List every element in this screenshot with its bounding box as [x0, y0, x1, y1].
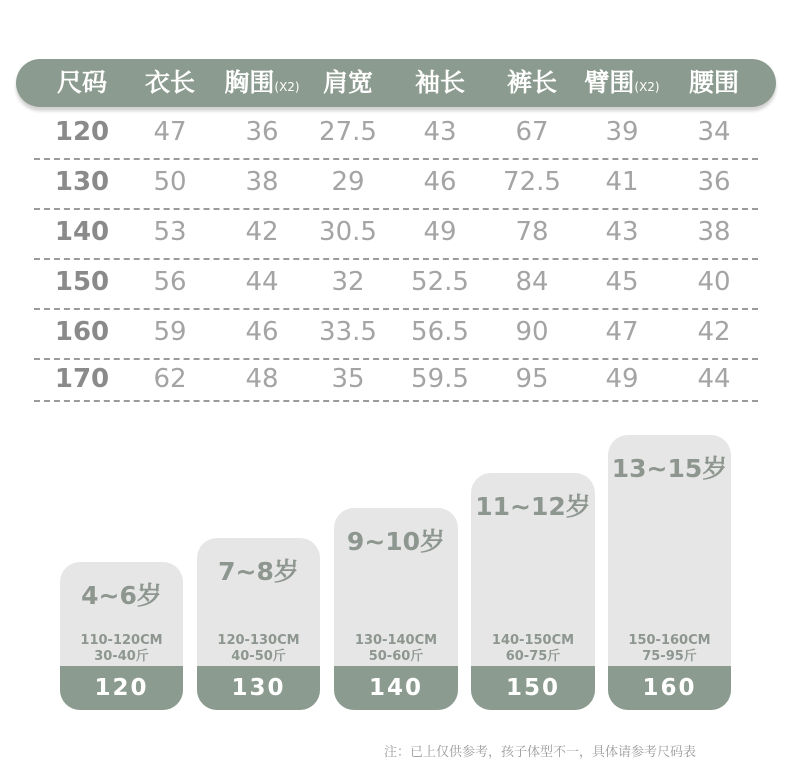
- measurement-cell: 40: [697, 267, 731, 297]
- measurement-cell: 33.5: [319, 317, 377, 347]
- age-range-label: 9~10岁: [346, 527, 446, 556]
- weight-range-label: 75-95斤: [642, 649, 697, 664]
- card-size-label: 140: [334, 666, 458, 710]
- card-size-label: 130: [197, 666, 320, 710]
- measurement-cell: 56: [153, 267, 187, 297]
- size-table-header: [16, 59, 776, 107]
- measurement-cell: 39: [605, 117, 639, 147]
- measurement-cell: 78: [515, 217, 549, 247]
- measurement-cell: 48: [245, 364, 279, 394]
- measurement-cell: 56.5: [411, 317, 469, 347]
- age-range-label: 13~15岁: [611, 454, 728, 483]
- height-range-label: 150-160CM: [628, 633, 711, 648]
- size-card: [608, 435, 731, 710]
- column-header: [507, 59, 557, 107]
- size-cell: 160: [54, 317, 110, 347]
- height-range-label: 130-140CM: [354, 633, 438, 648]
- table-row: [34, 308, 758, 360]
- measurement-cell: 47: [153, 117, 187, 147]
- column-header-label: 衣长: [144, 68, 196, 97]
- measurement-cell: 43: [605, 217, 639, 247]
- measurement-cell: 44: [245, 267, 279, 297]
- age-range-label: 7~8岁: [218, 557, 299, 586]
- table-row: [34, 208, 758, 260]
- weight-range-label: 30-40斤: [94, 649, 149, 664]
- column-header-label: 胸围: [224, 68, 275, 97]
- size-cell: 120: [54, 117, 110, 147]
- size-card: [334, 508, 458, 710]
- size-cell: 170: [54, 364, 110, 394]
- measurement-cell: 27.5: [319, 117, 377, 147]
- weight-range-label: 60-75斤: [505, 649, 561, 664]
- card-size-label: 150: [471, 666, 595, 710]
- column-header: [224, 59, 299, 107]
- measurement-cell: 36: [245, 117, 279, 147]
- column-header: [415, 59, 465, 107]
- measurement-cell: 41: [605, 167, 639, 197]
- measurement-cell: 42: [697, 317, 731, 347]
- measurement-cell: 29: [331, 167, 365, 197]
- measurement-cell: 47: [605, 317, 639, 347]
- column-header-label: 肩宽: [322, 68, 374, 97]
- measurement-cell: 43: [423, 117, 457, 147]
- measurement-cell: 53: [153, 217, 187, 247]
- column-header-suffix: (X2): [634, 80, 660, 94]
- size-cell: 150: [54, 267, 110, 297]
- column-header: [57, 59, 107, 107]
- weight-range-label: 40-50斤: [231, 649, 286, 664]
- table-row: [34, 108, 758, 160]
- measurement-cell: 59: [153, 317, 187, 347]
- column-header-label: 袖长: [414, 68, 466, 97]
- size-card: [197, 538, 320, 710]
- measurement-cell: 62: [153, 364, 187, 394]
- measurement-cell: 34: [697, 117, 731, 147]
- column-header: [323, 59, 373, 107]
- card-size-label: 120: [60, 666, 183, 710]
- measurement-cell: 35: [331, 364, 365, 394]
- measurement-cell: 46: [423, 167, 457, 197]
- measurement-cell: 42: [245, 217, 279, 247]
- weight-range-label: 50-60斤: [368, 649, 424, 664]
- measurement-cell: 72.5: [503, 167, 561, 197]
- measurement-cell: 59.5: [411, 364, 469, 394]
- column-header: [584, 59, 659, 107]
- height-range-label: 110-120CM: [80, 633, 163, 648]
- measurement-cell: 49: [605, 364, 639, 394]
- measurement-cell: 50: [153, 167, 187, 197]
- column-header-label: 腰围: [688, 68, 740, 97]
- age-range-label: 4~6岁: [81, 581, 162, 610]
- measurement-cell: 30.5: [319, 217, 377, 247]
- column-header-label: 尺码: [56, 68, 108, 97]
- size-cell: 130: [54, 167, 110, 197]
- measurement-cell: 49: [423, 217, 457, 247]
- card-size-label: 160: [608, 666, 731, 710]
- size-cell: 140: [54, 217, 110, 247]
- column-header-suffix: (X2): [274, 80, 300, 94]
- measurement-cell: 84: [515, 267, 549, 297]
- measurement-cell: 46: [245, 317, 279, 347]
- measurement-cell: 90: [515, 317, 549, 347]
- table-row: [34, 258, 758, 310]
- column-header-label: 裤长: [506, 68, 558, 97]
- size-card: [60, 562, 183, 710]
- column-header: [689, 59, 739, 107]
- measurement-cell: 38: [697, 217, 731, 247]
- table-row: [34, 158, 758, 210]
- height-range-label: 140-150CM: [491, 633, 575, 648]
- measurement-cell: 95: [515, 364, 549, 394]
- measurement-cell: 52.5: [411, 267, 469, 297]
- disclaimer-note: 注：已上仅供参考，孩子体型不一，具体请参考尺码表: [384, 745, 697, 760]
- column-header: [145, 59, 195, 107]
- measurement-cell: 36: [697, 167, 731, 197]
- measurement-cell: 32: [331, 267, 365, 297]
- measurement-cell: 38: [245, 167, 279, 197]
- measurement-cell: 44: [697, 364, 731, 394]
- measurement-cell: 67: [515, 117, 549, 147]
- column-header-label: 臂围: [584, 68, 635, 97]
- size-card: [471, 473, 595, 710]
- height-range-label: 120-130CM: [217, 633, 300, 648]
- table-row: [34, 355, 758, 402]
- measurement-cell: 45: [605, 267, 639, 297]
- age-range-label: 11~12岁: [475, 492, 591, 521]
